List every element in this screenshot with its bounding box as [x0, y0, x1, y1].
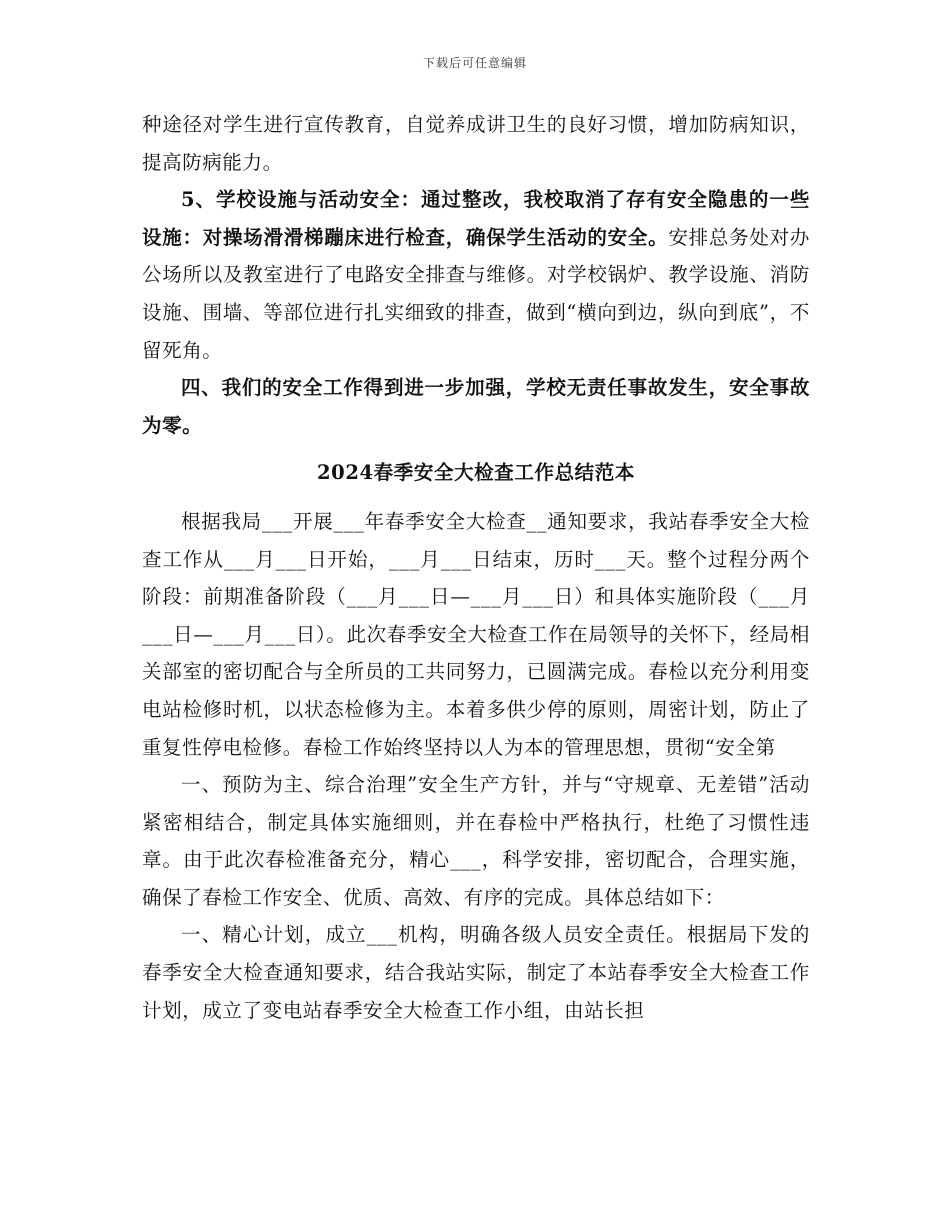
paragraph-health-education: 种途径对学生进行宣传教育，自觉养成讲卫生的良好习惯，增加防病知识，提高防病能力。	[142, 113, 810, 174]
facility-safety-body: 安排总务处对办公场所以及教室进行了电路安全排查与维修。对学校锅炉、教学设施、消防设施、围墙、等部位进行扎实细致的排查，做到“横向到边，纵向到底”，不留死角。	[142, 225, 811, 362]
paragraph-inspection-overview: 根据我局___开展___年春季安全大检查__通知要求，我站春季安全大检查工作从___月___日开始，___月___日结束，历时___天。整个过程分两个阶段：前期准备阶段（___月___日—___月___日）和具体实施阶段（___月___日—___月___日）。此次春季安全大检查工作在局领导的关怀下，经局相关部室的密切配合与全所员的工共同努力，已圆满完成。春检以充分利用变电站检修时机，以状态检修为主。本着多供少停的原则，周密计划，防止了重复性停电检修。春检工作始终坚持以人为本的管理思想，贯彻“安全第	[142, 509, 811, 759]
paragraph-planning: 一、精心计划，成立___机构，明确各级人员安全责任。根据局下发的春季安全大检查通知要求，结合我站实际，制定了本站春季安全大检查工作计划，成立了变电站春季安全大检查工作小组，由站长担	[142, 923, 810, 1022]
page-header: 下载后可任意编辑	[422, 56, 527, 70]
document-body	[142, 106, 810, 1029]
facility-safety-heading: 5、学校设施与活动安全：通过整改，我校取消了存有安全隐患的一些设施：对操场滑滑梯蹦床进行检查，确保学生活动的安全。	[142, 188, 810, 249]
paragraph-safety-policy: 一、预防为主、综合治理”安全生产方针，并与“守规章、无差错”活动紧密相结合，制定具体实施细则，并在春检中严格执行，杜绝了习惯性违章。由于此次春检准备充分，精心___，科学安排，密切配合，合理实施，确保了春检工作安全、优质、高效、有序的完成。具体总结如下：	[142, 773, 810, 909]
paragraph-facility-safety	[142, 181, 810, 369]
document-title: 2024春季安全大检查工作总结范本	[317, 461, 635, 485]
paragraph-safety-conclusion: 四、我们的安全工作得到进一步加强，学校无责任事故发生，安全事故为零。	[142, 376, 810, 437]
